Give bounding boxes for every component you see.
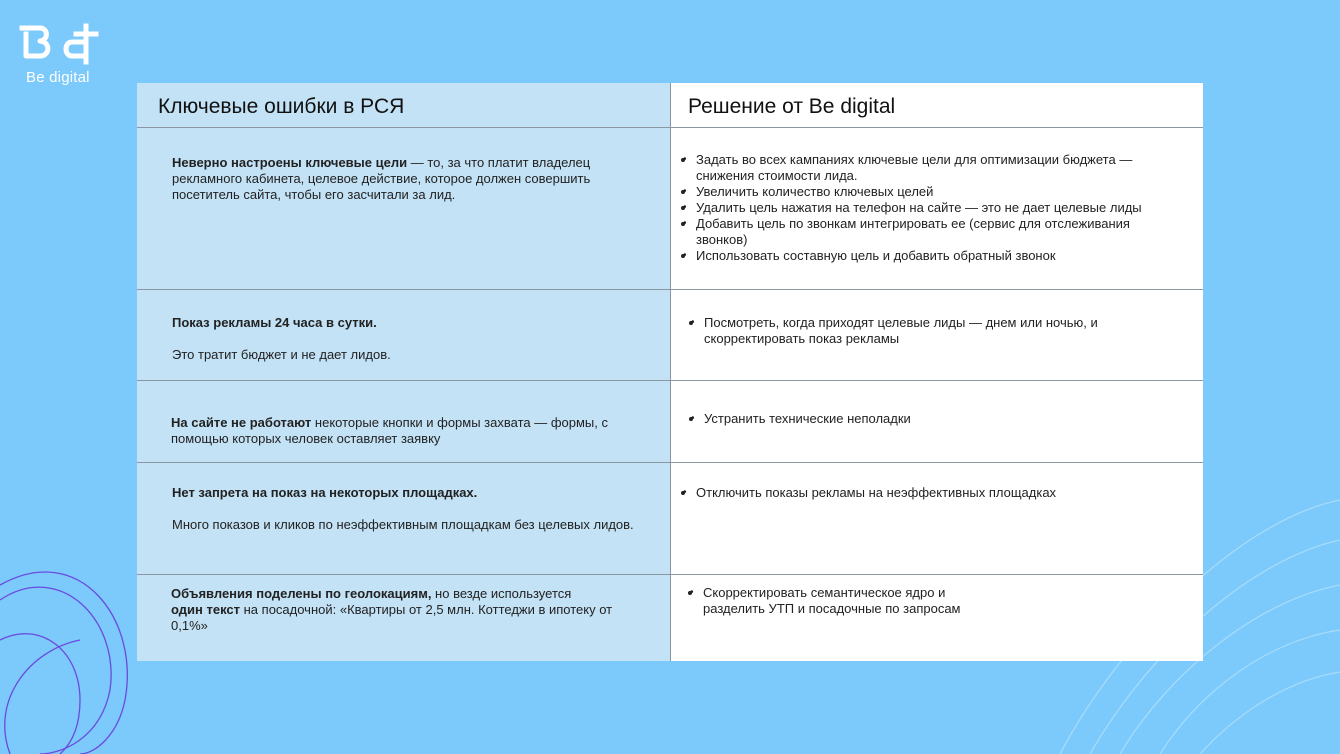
table-row-solution	[670, 290, 1203, 381]
problem-desc: Много показов и кликов по неэффективным площадкам без целевых лидов.	[172, 517, 634, 532]
brand-name: Be digital	[26, 69, 90, 86]
table-row-solution	[670, 575, 1203, 661]
problem-bold: один текст	[171, 602, 241, 617]
list-item: • • Скорректировать семантическое ядро и разделить УТП и посадочные по запросам	[703, 585, 988, 617]
problem-bold: Неверно настроены ключевые цели	[172, 155, 408, 170]
problem-bold: Объявления поделены по геолокациям,	[171, 586, 432, 601]
solution-list	[671, 128, 1203, 264]
brand-logo	[18, 22, 108, 90]
solution-list	[671, 381, 1203, 427]
table-row-solution	[670, 128, 1203, 290]
header-solutions: Решение от Be digital	[670, 83, 1203, 128]
table-row-problem	[137, 381, 670, 463]
problem-text	[137, 128, 670, 203]
list-item: • • Удалить цель нажатия на телефон на сайте — это не дает целевые лиды	[696, 200, 1183, 216]
problem-text	[137, 463, 670, 533]
problem-bold: Нет запрета на показ на некоторых площадках.	[172, 485, 478, 500]
list-item: • • Добавить цель по звонкам интегрировать ее (сервис для отслеживания звонков)	[696, 216, 1183, 248]
table-row-solution	[670, 463, 1203, 575]
table-row-problem	[137, 290, 670, 381]
table-row-solution	[670, 381, 1203, 463]
problem-desc: — то, за что платит владелец рекламного кабинета, целевое действие, которое должен совершить посетитель сайта, чтобы его засчитали за лид.	[172, 155, 591, 202]
table-row-problem	[137, 128, 670, 290]
list-item: • • Устранить технические неполадки	[704, 411, 1163, 427]
problem-desc: Это тратит бюджет и не дает лидов.	[172, 347, 391, 362]
list-item: • • Отключить показы рекламы на неэффективных площадках	[696, 485, 1163, 501]
problem-desc: на посадочной: «Квартиры от 2,5 млн. Коттеджи в ипотеку от 0,1%»	[171, 602, 613, 633]
list-item: • • Задать во всех кампаниях ключевые цели для оптимизации бюджета — снижения стоимости лида.	[696, 152, 1183, 184]
problem-bold: На сайте не работают	[171, 415, 312, 430]
problem-desc: но везде используется	[431, 586, 572, 601]
problem-bold: Показ рекламы 24 часа в сутки.	[172, 315, 377, 330]
header-errors: Ключевые ошибки в РСЯ	[137, 83, 670, 128]
problem-text	[137, 575, 670, 634]
comparison-table	[137, 83, 1203, 661]
solution-list	[671, 290, 1203, 347]
problem-text	[137, 290, 670, 363]
table-row-problem	[137, 575, 670, 661]
list-item: • • Использовать составную цель и добавить обратный звонок	[696, 248, 1183, 264]
list-item: • • Увеличить количество ключевых целей	[696, 184, 1183, 200]
decor-lines-left	[0, 572, 127, 754]
bd-logo-icon	[18, 22, 108, 66]
solution-list	[671, 575, 1203, 617]
problem-desc: некоторые кнопки и формы захвата — формы, с помощью которых человек оставляет заявку	[171, 415, 609, 446]
table-row-problem	[137, 463, 670, 575]
problem-text	[137, 381, 670, 447]
list-item: • • Посмотреть, когда приходят целевые лиды — днем или ночью, и скорректировать показ рекламы	[704, 315, 1163, 347]
solution-list	[671, 463, 1203, 501]
